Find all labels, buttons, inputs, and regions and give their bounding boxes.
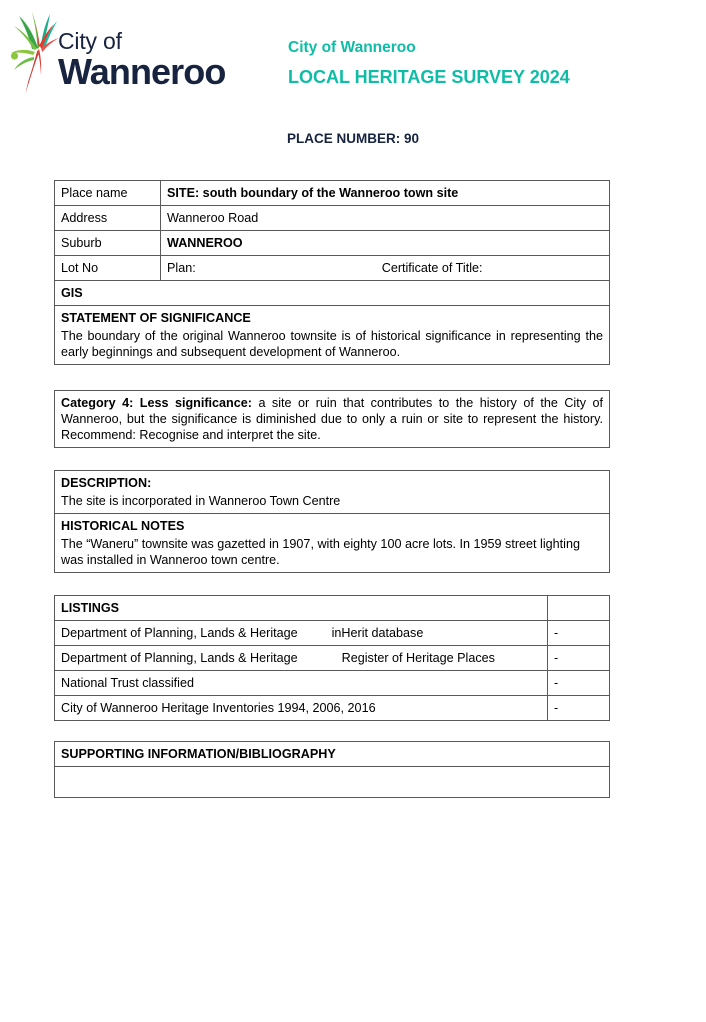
gis-label: GIS (55, 281, 610, 306)
historical-notes-heading: HISTORICAL NOTES (61, 519, 185, 533)
listing-source-label: Department of Planning, Lands & Heritage (61, 626, 298, 640)
table-row (55, 596, 610, 621)
table-row (55, 471, 610, 514)
table-row (55, 181, 610, 206)
table-row (55, 767, 610, 798)
suburb-value: WANNEROO (161, 231, 610, 256)
lot-no-label: Lot No (55, 256, 161, 281)
document-body (54, 180, 610, 798)
place-number: PLACE NUMBER: 90 (286, 131, 419, 146)
listing-source-heritage-inventories: City of Wanneroo Heritage Inventories 1994, 2006, 2016 (55, 696, 548, 721)
table-row (55, 514, 610, 573)
category-table (54, 390, 610, 448)
historical-notes-text: The “Waneru” townsite was gazetted in 1907, with eighty 100 acre lots. In 1959 street lighting was installed in Wanneroo town centre. (61, 537, 580, 567)
logo-city-text: City of (58, 28, 122, 54)
place-name-label: Place name (55, 181, 161, 206)
logo-wordmark (58, 30, 225, 90)
statement-of-significance-text: The boundary of the original Wanneroo townsite is of historical significance in representing the early beginnings and subsequent development of Wanneroo. (61, 329, 603, 359)
supporting-information-content (55, 767, 610, 798)
supporting-information-heading: SUPPORTING INFORMATION/BIBLIOGRAPHY (55, 742, 610, 767)
table-row (55, 391, 610, 448)
listing-register-label: inHerit database (331, 626, 424, 640)
page-header (0, 0, 706, 110)
listing-source-national-trust: National Trust classified (55, 671, 548, 696)
table-row (55, 306, 610, 365)
table-row (55, 742, 610, 767)
listing-register-label: Register of Heritage Places (341, 651, 495, 665)
lot-no-value (161, 256, 610, 281)
spacer (54, 448, 610, 470)
place-name-value: SITE: south boundary of the Wanneroo town site (161, 181, 610, 206)
plan-label: Plan: (167, 261, 196, 275)
description-text: The site is incorporated in Wanneroo Town Centre (61, 494, 341, 508)
listings-heading-value (548, 596, 610, 621)
description-heading: DESCRIPTION: (61, 476, 152, 490)
category-label: Category 4: Less significance: (61, 396, 252, 410)
listing-value: - (548, 671, 610, 696)
listing-source-label: Department of Planning, Lands & Heritage (61, 651, 298, 665)
suburb-label: Suburb (55, 231, 161, 256)
statement-of-significance-heading: STATEMENT OF SIGNIFICANCE (61, 311, 251, 325)
listing-value: - (548, 696, 610, 721)
table-row (55, 231, 610, 256)
category-text: a site or ruin that contributes to the history of the City of Wanneroo, but the significance is diminished due to only a ruin or site to represent the history. Recommend: Recognise and interpret the site. (61, 396, 603, 442)
listing-value: - (548, 621, 610, 646)
document-title-city: City of Wanneroo (288, 39, 416, 56)
listing-value: - (548, 646, 610, 671)
table-row (55, 696, 610, 721)
supporting-information-table (54, 741, 610, 798)
place-details-table (54, 180, 610, 365)
logo-wanneroo-text: Wanneroo (58, 51, 226, 92)
table-row (55, 671, 610, 696)
spacer (54, 573, 610, 595)
statement-of-significance-cell (55, 306, 610, 365)
historical-notes-cell (55, 514, 610, 573)
table-row (55, 256, 610, 281)
description-cell (55, 471, 610, 514)
listings-heading: LISTINGS (55, 596, 548, 621)
listing-source-register (55, 646, 548, 671)
description-table (54, 470, 610, 573)
listing-source-inherit (55, 621, 548, 646)
address-value: Wanneroo Road (161, 206, 610, 231)
table-row (55, 281, 610, 306)
table-row (55, 621, 610, 646)
table-row (55, 206, 610, 231)
spacer (54, 365, 610, 390)
spacer (54, 721, 610, 741)
document-title-block (288, 38, 570, 89)
certificate-of-title-label: Certificate of Title: (381, 261, 483, 275)
listings-table (54, 595, 610, 721)
address-label: Address (55, 206, 161, 231)
category-cell (55, 391, 610, 448)
document-title-survey: LOCAL HERITAGE SURVEY 2024 (288, 67, 570, 87)
city-of-wanneroo-logo (8, 8, 238, 98)
table-row (55, 646, 610, 671)
